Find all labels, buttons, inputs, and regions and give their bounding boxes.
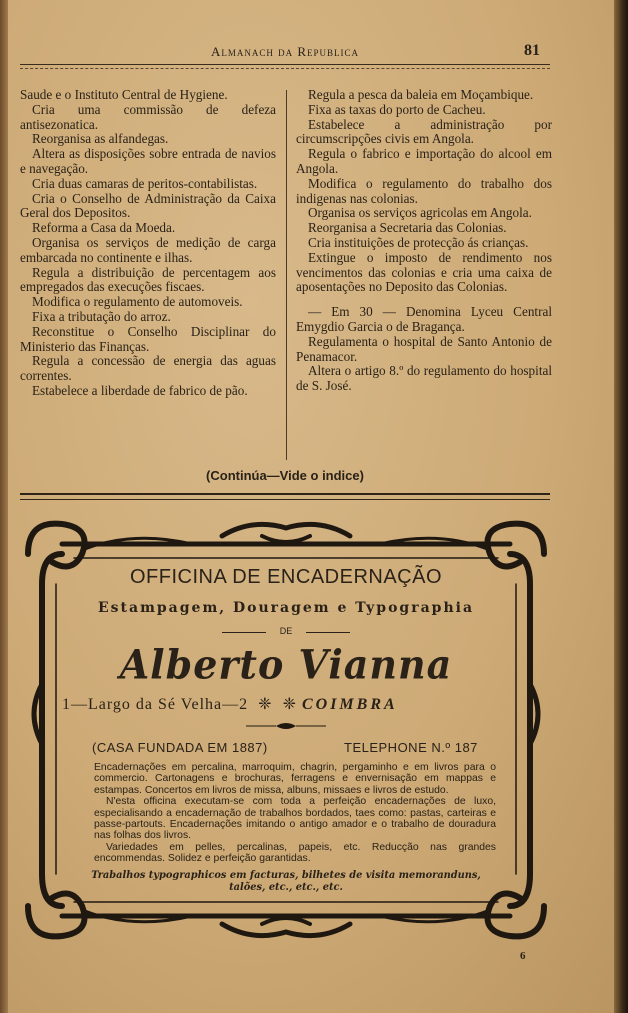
paragraph: Extingue o imposto de rendimento nos vencimentos das colonias e cria uma caixa de aposentações no Deposito das Colonias.: [296, 249, 552, 295]
book-spine-edge: [614, 0, 628, 1013]
divider-ornament-icon: [246, 722, 326, 730]
ad-paragraph: N'esta officina executam-se com toda a perfeição encadernações de luxo, especialisando a encadernação de trabalhos bordados, taes como: pastas, carteiras e passe-partouts. Encadernações imitando o antigo amador e o trabalho de douradura nas folhas dos livros.: [94, 796, 496, 842]
paragraph: Cria o Conselho de Administração da Caixa Geral dos Depositos.: [20, 190, 276, 221]
ad-phone: TELEPHONE N.º 187: [344, 740, 478, 755]
ad-typographic-works: Trabalhos typographicos em facturas, bilhetes de visita memoranduns, talões, etc., etc., etc.: [91, 870, 481, 893]
paragraph: Fixa as taxas do porto de Cacheu.: [308, 101, 486, 117]
paragraph: Cria instituições de protecção ás crianças.: [308, 234, 529, 250]
ad-founded: (CASA FUNDADA EM 1887): [92, 740, 268, 755]
paragraph: Organisa os serviços agricolas em Angola.: [308, 205, 532, 221]
ad-de: DE: [222, 626, 350, 636]
ad-body: [94, 762, 496, 865]
paragraph: Modifica o regulamento do trabalho dos indigenas nas colonias.: [296, 175, 552, 206]
page-left-edge: [0, 0, 8, 1013]
ad-paragraph: Encadernações em percalina, marroquim, chagrin, pergaminho e em livros para o commercio. Cartonagens e brochuras, ferragens e envernisação em mappas e estampas. Concertos em livros de missa, albuns, missaes e livros de estudo.: [94, 762, 496, 796]
paragraph: Regula a distribuição de percentagem aos empregados das execuções fiscaes.: [20, 264, 276, 295]
section-rule: [20, 493, 550, 500]
paragraph: Reorganisa a Secretaria das Colonias.: [308, 220, 507, 236]
paragraph: Organisa os serviços de medição de carga embarcada no continente e ilhas.: [20, 234, 276, 265]
ad-business-name: Alberto Vianna: [119, 640, 453, 689]
paragraph: — Em 30 — Denomina Lyceu Central Emygdio Garcia o de Bragança.: [296, 304, 552, 334]
paragraph: Regulamenta o hospital de Santo Antonio de Penamacor.: [296, 333, 552, 364]
paragraph: Cria uma commissão de defeza antisezonatica.: [20, 101, 276, 132]
paragraph: Regula a concessão de energia das aguas correntes.: [20, 353, 276, 384]
page-number: 81: [524, 42, 540, 59]
ad-address: 1—Largo da Sé Velha—2: [62, 696, 249, 713]
paragraph: Estabelece a liberdade de fabrico de pão.: [32, 382, 248, 398]
paragraph: Modifica o regulamento de automoveis.: [32, 294, 243, 310]
paragraph: Regula a pesca da baleia em Moçambique.: [308, 87, 534, 102]
left-column: [20, 88, 276, 399]
ad-subtitle: Estampagem, Douragem e Typographia: [97, 600, 475, 616]
ad-city: COIMBRA: [301, 696, 398, 713]
right-column: [296, 88, 552, 394]
paragraph: Saude e o Instituto Central de Hygiene.: [20, 87, 228, 102]
running-title: Almanach da Republica: [210, 44, 360, 59]
header-rule: [20, 64, 550, 69]
paragraph: Reconstitue o Conselho Disciplinar do Ministerio das Finanças.: [20, 323, 276, 354]
ad-address-line: [62, 694, 522, 714]
ad-paragraph: Variedades em pelles, percalinas, papeis, etc. Reducção nas grandes encommendas. Solidez e perfeição garantidas.: [94, 841, 496, 865]
paragraph: Reorganisa as alfandegas.: [32, 131, 169, 147]
paragraph: Reforma a Casa da Moeda.: [32, 220, 176, 236]
continued-note: (Continúa—Vide o indice): [206, 468, 364, 483]
paragraph: Altera o artigo 8.º do regulamento do hospital de S. José.: [296, 363, 552, 394]
paragraph: Estabelece a administração por circumscripções civis em Angola.: [296, 116, 552, 147]
paragraph: Altera as disposições sobre entrada de navios e navegação.: [20, 146, 276, 176]
fleuron-icon: ❈ ❈: [253, 696, 302, 713]
ad-title: OFFICINA DE ENCADERNAÇÃO: [129, 566, 443, 588]
paragraph: Cria duas camaras de peritos-contabilistas.: [32, 175, 258, 191]
paragraph: Fixa a tributação do arroz.: [32, 308, 171, 324]
page-header: [20, 44, 550, 64]
signature-mark: 6: [520, 950, 526, 962]
paragraph: Regula o fabrico e importação do alcool em Angola.: [296, 146, 552, 176]
column-divider: [286, 90, 287, 460]
bookbinder-advertisement: [22, 514, 550, 944]
